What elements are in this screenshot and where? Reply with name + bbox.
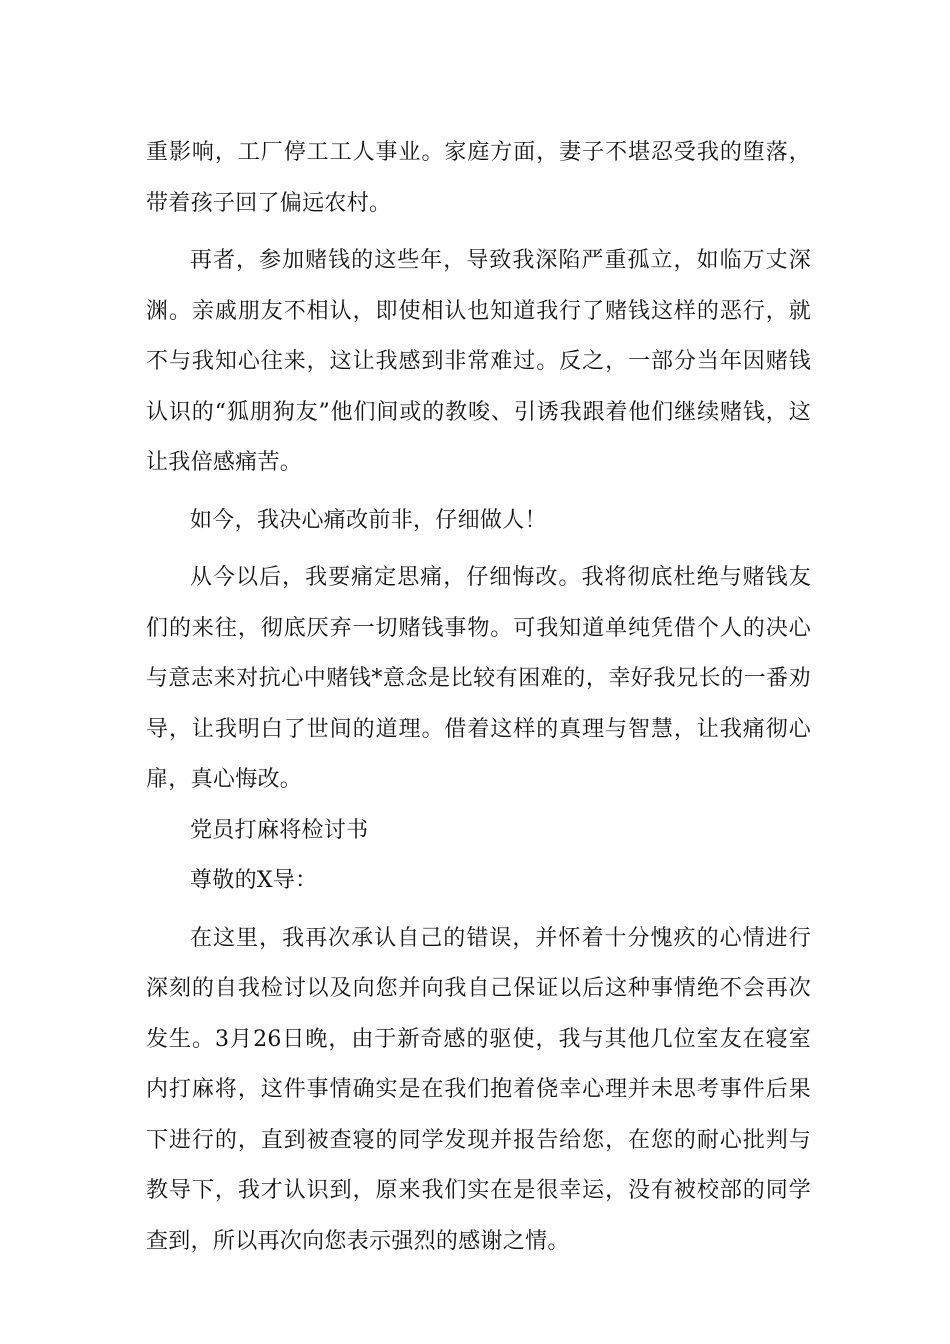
section-title: 党员打麻将检讨书 xyxy=(190,817,369,843)
salutation: 尊敬的X导： xyxy=(190,868,318,893)
paragraph-resolution: 如今，我决心痛改前非，仔细做人！ xyxy=(190,507,547,533)
document-body xyxy=(146,128,811,1267)
paragraph-continuation: 重影响，工厂停工工人事业。家庭方面，妻子不堪忍受我的堕落，带着孩子回了偏远农村。 xyxy=(146,140,811,216)
paragraph-isolation: 再者，参加赌钱的这些年，导致我深陷严重孤立，如临万丈深渊。亲戚朋友不相认，即使相认也知道我行了赌钱这样的恶行，就不与我知心往来，这让我感到非常难过。反之，一部分当年因赌钱认识的“狐朋狗友”他们间或的教唆、引诱我跟着他们继续赌钱，这让我倍感痛苦。 xyxy=(146,248,811,475)
paragraph-confession: 在这里，我再次承认自己的错误，并怀着十分愧疚的心情进行深刻的自我检讨以及向您并向我自己保证以后这种事情绝不会再次发生。3月26日晚，由于新奇感的驱使，我与其他几位室友在寝室内打麻将，这件事情确实是在我们抱着侥幸心理并未思考事件后果下进行的，直到被查寝的同学发现并报告给您，在您的耐心批判与教导下，我才认识到，原来我们实在是很幸运，没有被校部的同学查到，所以再次向您表示强烈的感谢之情。 xyxy=(146,925,811,1254)
paragraph-repentance: 从今以后，我要痛定思痛，仔细悔改。我将彻底杜绝与赌钱友们的来往，彻底厌弃一切赌钱事物。可我知道单纯凭借个人的决心与意志来对抗心中赌钱*意念是比较有困难的，幸好我兄长的一番劝导，让我明白了世间的道理。借着这样的真理与智慧，让我痛彻心扉，真心悔改。 xyxy=(146,565,811,792)
